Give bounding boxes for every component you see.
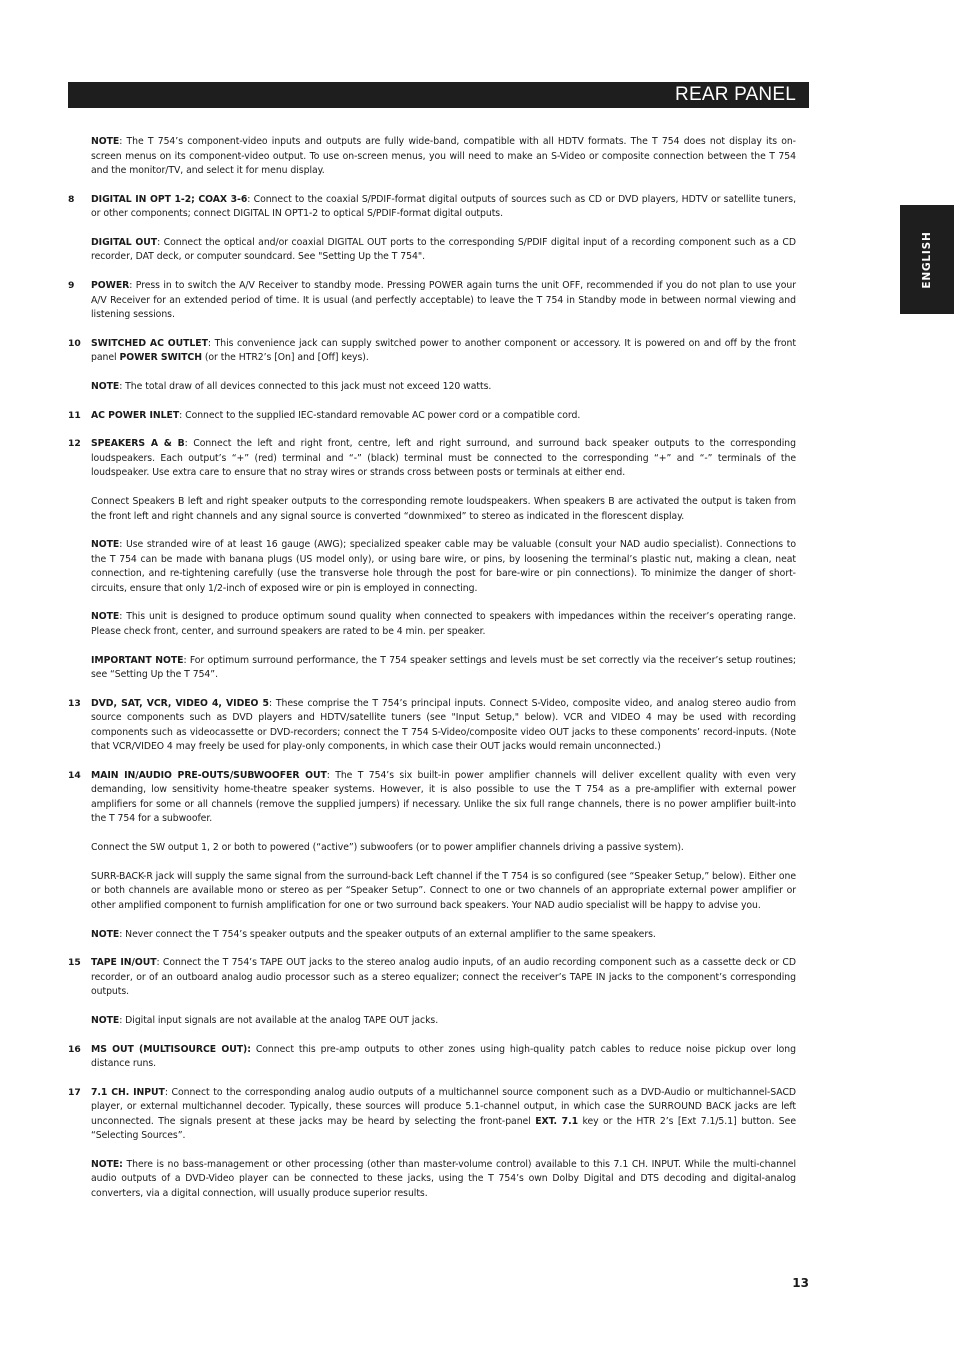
paragraph [91, 495, 796, 524]
bold-label: SWITCHED AC OUTLET [91, 337, 208, 349]
item-number: 10 [68, 337, 81, 349]
bold-label: NOTE [91, 1014, 120, 1026]
paragraph [91, 409, 796, 424]
text-run: : Never connect the T 754’s speaker outputs and the speaker outputs of an external amplifier to the same speakers. [119, 928, 656, 940]
bold-label: NOTE [91, 539, 120, 551]
item-number: 9 [68, 280, 75, 292]
item-body [91, 193, 796, 279]
text-run: : This unit is designed to produce optimum sound quality when connected to speakers with impedances within the receiver’s operating range. Please check front, center, and surround speakers are rated to be 4 min. per speaker. [91, 611, 796, 637]
bold-label: NOTE [91, 611, 120, 623]
list-item [68, 1043, 796, 1086]
text-run: Connect this pre-amp outputs to other zones using high-quality patch cables to reduce noise pickup over long distance runs. [91, 1043, 796, 1070]
bold-label: IMPORTANT NOTE [91, 654, 184, 666]
list-item [68, 956, 796, 1042]
page-number: 13 [792, 1276, 809, 1290]
item-number: 13 [68, 697, 81, 709]
paragraph [91, 279, 796, 323]
text-run: Connect the SW output 1, 2 or both to powered (“active”) subwoofers (or to power amplifier channels driving a passive system). [91, 842, 684, 854]
text-run: : This convenience jack can supply switched power to another component or accessory. It is powered on and off by the front panel [91, 337, 796, 364]
list-item [68, 279, 796, 337]
bold-label: SPEAKERS A & B [91, 438, 185, 450]
paragraph [91, 193, 796, 222]
bold-label: EXT. 7.1 [535, 1115, 579, 1127]
text-run: : The T 754’s component-video inputs and outputs are fully wide-band, compatible with all HDTV formats. The T 754 does not display its on-screen menus on its component-video output. To use on-screen menus, you will need to make an S-Video or composite connection between the T 754 and the monitor/TV, and select it for menu display. [91, 136, 796, 176]
bold-label: DIGITAL IN OPT 1-2; COAX 3-6 [91, 193, 248, 205]
item-number: 11 [68, 409, 81, 421]
text-run: Connect Speakers B left and right speaker outputs to the corresponding remote loudspeakers. When speakers B are activated the output is taken from the front left and right channels and any signal source is converted “downmixed” to stereo as indicated in the florescent display. [91, 496, 796, 522]
paragraph [91, 1158, 796, 1202]
text-run: key or the HTR 2’s [Ext 7.1/5.1] button. See “Selecting Sources”. [91, 1115, 796, 1142]
text-run: : Press in to switch the A/V Receiver to standby mode. Pressing POWER again turns the unit OFF, recommended if you do not plan to use your A/V Receiver for an extended period of time. It is usual (and perfectly acceptable) to leave the T 754 in Standby mode in between normal viewing and listening sessions. [91, 280, 796, 321]
text-run: : Connect the T 754’s TAPE OUT jacks to the stereo analog audio inputs, of an audio recording component such as a cassette deck or CD recorder, or of an outboard analog audio processor such as a stereo equalizer; connect the receiver’s TAPE IN jacks to the component’s corresponding outputs. [91, 957, 796, 998]
language-tab [900, 205, 954, 314]
bold-label: NOTE [91, 380, 120, 392]
paragraph [91, 1086, 796, 1144]
item-number: 12 [68, 438, 81, 450]
item-number: 15 [68, 957, 81, 969]
bold-label: NOTE [91, 928, 120, 940]
bold-label: 7.1 CH. INPUT [91, 1086, 165, 1098]
list-item [68, 1086, 796, 1216]
paragraph [91, 654, 796, 683]
item-body [91, 437, 796, 696]
paragraph [91, 697, 796, 755]
text-run: There is no bass-management or other processing (other than master-volume control) available to this 7.1 CH. INPUT. While the multi-channel audio outputs of a DVD-Video player can be connected to these jacks, using the T 754’s own Dolby Digital and DTS decoding and digital-analog converters, via a digital connection, will usually produce superior results. [91, 1158, 796, 1199]
item-body [91, 1043, 796, 1086]
text-run: : These comprise the T 754’s principal inputs. Connect S-Video, composite video, and analog stereo audio from source components such as DVD players and HDTV/satellite tuners (see "Input Setup," below). VCR and VIDEO 4 may be used with recording components such as videocassette or DVD-recorders; connect the T 754 S-Video/composite video OUT jacks to these components’ record-inputs. (Note that VCR/VIDEO 4 may freely be used for play-only components, in which case their OUT jacks would remain unconnected.) [91, 697, 796, 753]
item-body [91, 337, 796, 409]
paragraph [91, 841, 796, 856]
list-item [68, 769, 796, 956]
text-run: : Connect to the coaxial S/PDIF-format digital outputs of sources such as CD or DVD players, HDTV or satellite tuners, or other components; connect DIGITAL IN OPT1-2 to optical S/PDIF-format digital outputs. [91, 193, 796, 220]
paragraph [91, 437, 796, 481]
paragraph [91, 769, 796, 827]
item-body [91, 769, 796, 956]
text-run: : The T 754’s six built-in power amplifier channels will deliver excellent quality with even very demanding, low sensitivity home-theatre speaker systems. However, it is also possible to use the T 754 as a pre-amplifier with external power amplifiers for some or all channels (remove the supplied jumpers) if necessary. Unlike the six full range channels, there is no power amplifier built-into the T 754 for a subwoofer. [91, 769, 796, 825]
text-run: : Connect to the corresponding analog audio outputs of a multichannel source component such as a DVD-Audio or multichannel-SACD player, or external multichannel decoder. Typically, these sources will produce 5.1-channel output, in which case the SURROUND BACK jacks are left unconnected. The signals present at these jacks may be heard by selecting the front-panel [91, 1086, 797, 1127]
item-body [91, 956, 796, 1042]
text-run: : For optimum surround performance, the T 754 speaker settings and levels must be set correctly via the receiver’s setup routines; see “Setting Up the T 754”. [91, 654, 796, 681]
paragraph [91, 380, 796, 395]
text-run: : Use stranded wire of at least 16 gauge (AWG); specialized speaker cable may be valuable (consult your NAD audio specialist). Connections to the T 754 can be made with banana plugs (US model only), or using bare wire, or pins, by loosening the terminal’s plastic nut, making a clean, neat connection, and re-tightening carefully (use the transverse hole through the post for bare-wire or pin connections). To minimize the danger of short-circuits, ensure that only 1/2-inch of exposed wire or pin is employed in connecting. [91, 539, 796, 594]
paragraph [91, 1043, 796, 1072]
item-number: 14 [68, 769, 81, 781]
item-body [91, 409, 796, 438]
paragraph [91, 928, 796, 943]
bold-label: NOTE: [91, 1158, 123, 1170]
list-item [68, 193, 796, 279]
list-item [68, 337, 796, 409]
bold-label: POWER SWITCH [119, 352, 202, 364]
paragraph [91, 1014, 796, 1029]
document-body [68, 135, 796, 1216]
paragraph [91, 135, 796, 179]
item-body [91, 697, 796, 769]
list-item [68, 697, 796, 769]
text-run: (or the HTR2’s [On] and [Off] keys). [201, 352, 369, 364]
paragraph [91, 610, 796, 639]
bold-label: POWER [91, 280, 130, 292]
paragraph [91, 870, 796, 914]
section-title: REAR PANEL [675, 84, 796, 105]
item-number: 17 [68, 1086, 81, 1098]
list-item [68, 409, 796, 438]
item-body [91, 135, 796, 193]
bold-label: DIGITAL OUT [91, 236, 158, 248]
paragraph [91, 337, 796, 366]
item-number: 8 [68, 193, 75, 205]
paragraph [91, 538, 796, 596]
text-run: : Connect the optical and/or coaxial DIGITAL OUT ports to the corresponding S/PDIF digital input of a recording component such as a CD recorder, DAT deck, or computer soundcard. See "Setting Up the T 754". [91, 236, 796, 263]
text-run: SURR-BACK-R jack will supply the same signal from the surround-back Left channel if the T 754 is so configured (see “Speaker Setup,” below). Either one or both channels are available mono or stereo as per “Speaker Setup”. Connect to one or two channels of an appropriate external power amplifier or other amplified component to furnish amplification for one or two surround back speakers. Your NAD audio specialist will be happy to advise you. [91, 870, 796, 911]
item-number: 16 [68, 1043, 81, 1055]
item-body [91, 1086, 796, 1216]
item-body [91, 279, 796, 337]
bold-label: MS OUT (MULTISOURCE OUT): [91, 1043, 251, 1055]
bold-label: NOTE [91, 136, 120, 147]
bold-label: TAPE IN/OUT [91, 957, 157, 969]
language-label: ENGLISH [921, 230, 933, 289]
section-header-bar [68, 82, 809, 108]
bold-label: AC POWER INLET [91, 409, 180, 421]
paragraph [91, 956, 796, 1000]
text-run: : Connect to the supplied IEC-standard removable AC power cord or a compatible cord. [179, 409, 581, 421]
text-run: : The total draw of all devices connected to this jack must not exceed 120 watts. [119, 380, 492, 392]
bold-label: MAIN IN/AUDIO PRE-OUTS/SUBWOOFER OUT [91, 769, 327, 781]
text-run: : Connect the left and right front, centre, left and right surround, and surround back speaker outputs to the corresponding loudspeakers. Each output’s “+” (red) terminal and “-” (black) terminal must be connected to the corresponding “+” and “-” terminals of the loudspeaker. Use extra care to ensure that no stray wires or strands cross between posts or terminals at either end. [91, 438, 796, 479]
bold-label: DVD, SAT, VCR, VIDEO 4, VIDEO 5 [91, 697, 269, 709]
list-item [68, 437, 796, 696]
paragraph [91, 236, 796, 265]
list-item [68, 135, 796, 193]
text-run: : Digital input signals are not available at the analog TAPE OUT jacks. [119, 1014, 439, 1026]
